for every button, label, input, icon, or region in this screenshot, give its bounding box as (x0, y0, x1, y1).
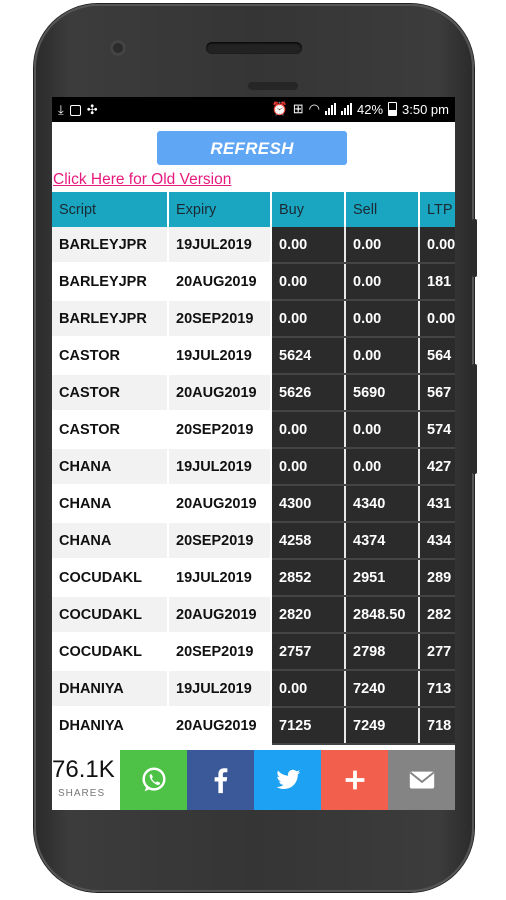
cell-sell: 4340 (345, 485, 419, 522)
cell-expiry: 19JUL2019 (168, 559, 271, 596)
cell-expiry: 20AUG2019 (168, 707, 271, 744)
facebook-share-button[interactable] (187, 750, 254, 810)
cell-script: BARLEYJPR (52, 227, 168, 263)
table-row[interactable] (52, 670, 455, 707)
image-icon (70, 105, 81, 116)
table-row[interactable] (52, 522, 455, 559)
twitter-share-button[interactable] (254, 750, 321, 810)
cell-expiry: 20AUG2019 (168, 374, 271, 411)
app-screen (52, 97, 455, 810)
cell-script: CASTOR (52, 411, 168, 448)
cell-buy: 4258 (271, 522, 345, 559)
status-left-icons (58, 102, 98, 118)
share-bar (52, 750, 455, 810)
table-row[interactable] (52, 596, 455, 633)
cell-expiry: 20SEP2019 (168, 300, 271, 337)
share-count (52, 750, 120, 810)
cell-buy: 0.00 (271, 227, 345, 263)
header-ltp[interactable]: LTP (419, 192, 455, 227)
cell-ltp: 564 (419, 337, 455, 374)
cell-script: DHANIYA (52, 707, 168, 744)
cell-sell: 0.00 (345, 411, 419, 448)
cell-script: CHANA (52, 485, 168, 522)
cell-script: CHANA (52, 448, 168, 485)
facebook-icon (206, 765, 236, 795)
envelope-icon (407, 765, 437, 795)
cell-sell: 0.00 (345, 227, 419, 263)
cell-buy: 2852 (271, 559, 345, 596)
cell-sell: 7249 (345, 707, 419, 744)
cell-ltp: 718 (419, 707, 455, 744)
cell-sell: 2951 (345, 559, 419, 596)
rates-table (52, 192, 455, 745)
cell-buy: 0.00 (271, 300, 345, 337)
front-camera (110, 40, 126, 56)
cell-expiry: 20AUG2019 (168, 485, 271, 522)
cell-script: BARLEYJPR (52, 300, 168, 337)
cell-ltp: 434 (419, 522, 455, 559)
cell-expiry: 20SEP2019 (168, 633, 271, 670)
download-icon: ⤓ (58, 102, 64, 117)
wifi-icon: ◠ (308, 101, 320, 116)
cell-buy: 5626 (271, 374, 345, 411)
cell-ltp: 0.00 (419, 227, 455, 263)
more-share-button[interactable] (321, 750, 388, 810)
cell-sell: 5690 (345, 374, 419, 411)
table-row[interactable] (52, 485, 455, 522)
header-expiry[interactable]: Expiry (168, 192, 271, 227)
cell-script: CASTOR (52, 337, 168, 374)
signal2-icon (341, 103, 352, 115)
cell-ltp: 282 (419, 596, 455, 633)
share-count-value: 76.1K (52, 756, 115, 783)
email-share-button[interactable] (388, 750, 455, 810)
vibrate-icon: ⊞ (292, 101, 304, 116)
volume-button (472, 364, 477, 474)
status-right-icons (272, 101, 449, 117)
table-row[interactable] (52, 337, 455, 374)
cell-ltp: 0.00 (419, 300, 455, 337)
cell-buy: 0.00 (271, 448, 345, 485)
table-row[interactable] (52, 263, 455, 300)
table-row[interactable] (52, 374, 455, 411)
table-row[interactable] (52, 633, 455, 670)
cell-buy: 2757 (271, 633, 345, 670)
table-row[interactable] (52, 707, 455, 744)
cell-ltp: 713 (419, 670, 455, 707)
whatsapp-share-button[interactable] (120, 750, 187, 810)
refresh-button[interactable]: REFRESH (157, 131, 347, 165)
cell-buy: 0.00 (271, 263, 345, 300)
header-script[interactable]: Script (52, 192, 168, 227)
cell-sell: 4374 (345, 522, 419, 559)
cell-sell: 7240 (345, 670, 419, 707)
cell-expiry: 20SEP2019 (168, 522, 271, 559)
speaker-grille (206, 42, 302, 54)
table-row[interactable] (52, 411, 455, 448)
cell-script: COCUDAKL (52, 596, 168, 633)
earpiece (248, 82, 298, 90)
twitter-icon (273, 765, 303, 795)
alarm-icon: ⏰ (271, 101, 288, 116)
header-buy[interactable]: Buy (271, 192, 345, 227)
cell-buy: 0.00 (271, 411, 345, 448)
cell-sell: 2848.50 (345, 596, 419, 633)
cell-sell: 0.00 (345, 448, 419, 485)
cell-buy: 7125 (271, 707, 345, 744)
cell-expiry: 19JUL2019 (168, 670, 271, 707)
cell-ltp: 567 (419, 374, 455, 411)
cell-buy: 0.00 (271, 670, 345, 707)
cell-sell: 0.00 (345, 263, 419, 300)
status-bar (52, 97, 455, 122)
cell-script: DHANIYA (52, 670, 168, 707)
whatsapp-icon (139, 765, 169, 795)
cell-expiry: 19JUL2019 (168, 448, 271, 485)
cell-script: COCUDAKL (52, 633, 168, 670)
cell-expiry: 20SEP2019 (168, 411, 271, 448)
power-button (472, 219, 477, 277)
cell-ltp: 277 (419, 633, 455, 670)
share-count-label: SHARES (58, 788, 106, 799)
cell-buy: 4300 (271, 485, 345, 522)
cell-ltp: 431 (419, 485, 455, 522)
plus-icon (340, 765, 370, 795)
cell-ltp: 574 (419, 411, 455, 448)
cell-ltp: 289 (419, 559, 455, 596)
signal-icon (325, 103, 336, 115)
header-sell[interactable]: Sell (345, 192, 419, 227)
cell-script: COCUDAKL (52, 559, 168, 596)
cell-expiry: 19JUL2019 (168, 337, 271, 374)
cell-script: BARLEYJPR (52, 263, 168, 300)
table-row[interactable] (52, 559, 455, 596)
table-row[interactable] (52, 227, 455, 263)
clock: 3:50 pm (402, 101, 449, 117)
battery-icon (388, 102, 397, 116)
table-row[interactable] (52, 448, 455, 485)
cell-expiry: 20AUG2019 (168, 263, 271, 300)
cell-buy: 2820 (271, 596, 345, 633)
old-version-link[interactable]: Click Here for Old Version (53, 171, 232, 188)
cell-sell: 2798 (345, 633, 419, 670)
cell-expiry: 20AUG2019 (168, 596, 271, 633)
cell-buy: 5624 (271, 337, 345, 374)
rates-table-container[interactable] (52, 192, 455, 752)
cell-ltp: 181 (419, 263, 455, 300)
table-row[interactable] (52, 300, 455, 337)
cell-script: CHANA (52, 522, 168, 559)
cell-script: CASTOR (52, 374, 168, 411)
cell-expiry: 19JUL2019 (168, 227, 271, 263)
table-header-row (52, 192, 455, 227)
battery-percent: 42% (356, 101, 384, 117)
cell-ltp: 427 (419, 448, 455, 485)
cell-sell: 0.00 (345, 337, 419, 374)
cell-sell: 0.00 (345, 300, 419, 337)
sync-icon: ✣ (86, 102, 98, 117)
